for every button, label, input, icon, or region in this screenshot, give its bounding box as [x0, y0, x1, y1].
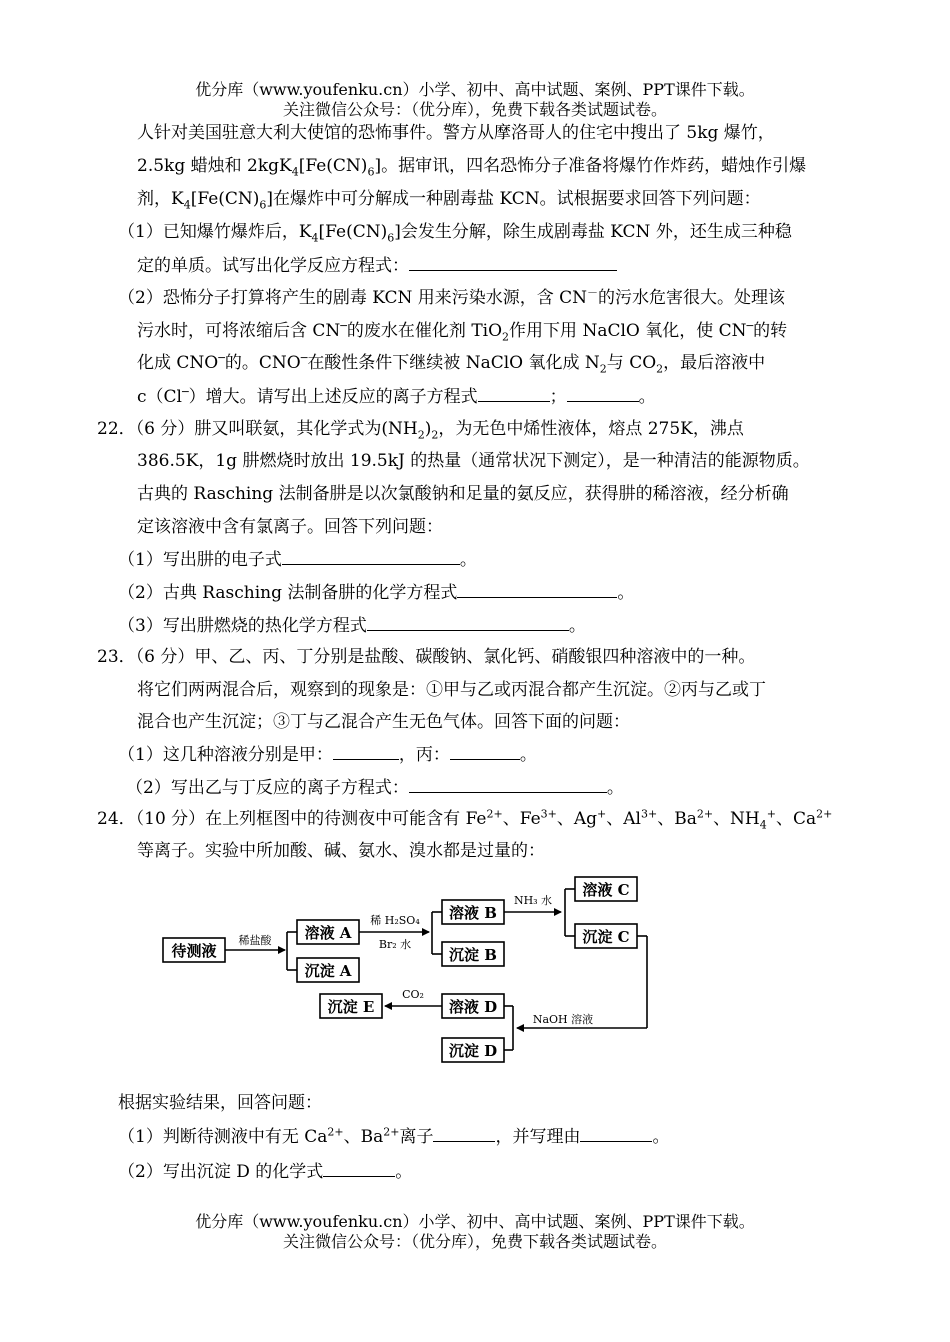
q24-line-2: 等离子。实验中所加酸、碱、氨水、溴水都是过量的： — [137, 841, 545, 861]
q24-part-1: （1）判断待测液中有无 $Ca^{2+}$、$Ba^{2+}$离子 ，并写理由 。 — [118, 1125, 670, 1147]
answer-blank[interactable] — [333, 743, 399, 760]
q21-part-2-line-3: 化成 CNO─的。CNO─在酸性条件下继续被 NaClO 氧化成 $N_2$与 $CO_2$，最后溶液中 — [137, 351, 766, 376]
node-solution-b: 溶液 B — [449, 904, 497, 922]
node-solution-a: 溶液 A — [304, 924, 352, 942]
node-start: 待测液 — [171, 942, 217, 960]
q21-part-1-cont: 定的单质。试写出化学反应方程式： — [137, 254, 617, 277]
header-line-2: 关注微信公众号：（优分库），免费下载各类试题试卷。 — [282, 100, 667, 119]
q24-line-1: 24．（10 分）在上列框图中的待测夜中可能含有 $Fe^{2+}$、$Fe^{3+}$、Ag+、$Al^{3+}$、$Ba^{2+}$、$NH_4^+$、$Ca^{2+}$ — [97, 807, 833, 832]
label-reagent-2-bottom: Br₂ 水 — [378, 938, 412, 951]
answer-blank[interactable] — [323, 1160, 395, 1177]
answer-blank[interactable] — [450, 743, 520, 760]
answer-blank[interactable] — [367, 614, 569, 631]
q22-line-3: 古典的 Rasching 法制备肼是以次氯酸钠和足量的氨反应，获得肼的稀溶液，经分析确 — [137, 484, 789, 504]
header-line-1: 优分库（www.youfenku.cn）小学、初中、高中试题、案例、PPT课件下载。 — [195, 80, 755, 99]
q23-part-2: （2）写出乙与丁反应的离子方程式： 。 — [126, 778, 624, 798]
answer-blank[interactable] — [433, 1125, 495, 1142]
q22-part-1: （1）写出肼的电子式 。 — [118, 550, 477, 570]
q22-part-2: （2）古典 Rasching 法制备肼的化学方程式 。 — [118, 583, 635, 603]
node-precipitate-b: 沉淀 B — [449, 946, 497, 964]
answer-blank[interactable] — [457, 581, 617, 598]
label-reagent-5: CO₂ — [402, 988, 424, 1001]
answer-blank[interactable] — [409, 254, 617, 271]
q22-part-3: （3）写出肼燃烧的热化学方程式 。 — [118, 616, 586, 636]
answer-blank[interactable] — [580, 1125, 652, 1142]
label-reagent-3: NH₃ 水 — [513, 894, 553, 907]
answer-blank[interactable] — [567, 385, 639, 402]
q22-line-4: 定该溶液中含有氯离子。回答下列问题： — [137, 517, 443, 537]
q21-intro-line-2: 2.5kg 蜡烛和 $2kgK_4[Fe(CN)_6]$。据审讯，四名恐怖分子准备将爆竹作炸药，蜡烛作引爆 — [137, 156, 807, 179]
label-reagent-2-top: 稀 H₂SO₄ — [370, 914, 420, 927]
node-solution-c: 溶液 C — [582, 881, 630, 899]
q24-after-diagram: 根据实验结果，回答问题： — [118, 1093, 322, 1113]
q21-intro-line-3: 剂，$K_4[Fe(CN)_6]$在爆炸中可分解成一种剧毒盐 KCN。试根据要求回答下列问题： — [137, 189, 761, 212]
q23-line-3: 混合也产生沉淀；③丁与乙混合产生无色气体。回答下面的问题： — [137, 712, 630, 732]
q22-line-1: 22．（6 分）肼又叫联氨，其化学式为$(NH_2)_2$，为无色中烯性液体，熔点 275K，沸点 — [97, 419, 744, 442]
q23-line-2: 将它们两两混合后，观察到的现象是：①甲与乙或丙混合都产生沉淀。②丙与乙或丁 — [137, 680, 766, 700]
q23-part-1: （1）这几种溶液分别是甲： ，丙： 。 — [118, 745, 537, 765]
q21-intro-line-1: 人针对美国驻意大利大使馆的恐怖事件。警方从摩洛哥人的住宅中搜出了 5kg 爆竹， — [137, 123, 775, 143]
q21-part-2-line-4: c（Cl─）增大。请写出上述反应的离子方程式 ； 。 — [137, 385, 656, 407]
label-reagent-1: 稀盐酸 — [238, 934, 272, 947]
answer-blank[interactable] — [478, 385, 550, 402]
node-precipitate-d: 沉淀 D — [448, 1042, 498, 1060]
q21-part-2: （2）恐怖分子打算将产生的剧毒 KCN 用来污染水源，含 CN－的污水危害很大。处理该 — [118, 286, 786, 308]
q22-line-2: 386.5K，1g 肼燃烧时放出 19.5kJ 的热量（通常状况下测定），是一种清洁的能源物质。 — [137, 451, 810, 471]
node-precipitate-e: 沉淀 E — [327, 998, 375, 1016]
footer-line-2: 关注微信公众号：（优分库），免费下载各类试题试卷。 — [282, 1232, 667, 1251]
node-precipitate-c: 沉淀 C — [582, 928, 630, 946]
q23-line-1: 23．（6 分）甲、乙、丙、丁分别是盐酸、碳酸钠、氯化钙、硝酸银四种溶液中的一种。 — [97, 647, 756, 667]
label-reagent-4: NaOH 溶液 — [532, 1013, 594, 1026]
q24-part-2: （2）写出沉淀 D 的化学式 。 — [118, 1162, 413, 1182]
answer-blank[interactable] — [409, 776, 607, 793]
q21-part-1: （1）已知爆竹爆炸后，$K_4[Fe(CN)_6]$会发生分解，除生成剧毒盐 KCN 外，还生成三种稳 — [118, 222, 792, 245]
node-solution-d: 溶液 D — [448, 998, 498, 1016]
node-precipitate-a: 沉淀 A — [304, 962, 352, 980]
answer-blank[interactable] — [282, 548, 460, 565]
flowchart-diagram — [155, 868, 665, 1073]
q21-part-2-line-2: 污水时，可将浓缩后含 CN─的废水在催化剂 TiO$_2$作用下用 NaClO 氧化，使 CN─的转 — [137, 319, 788, 344]
footer-line-1: 优分库（www.youfenku.cn）小学、初中、高中试题、案例、PPT课件下载。 — [195, 1212, 755, 1231]
